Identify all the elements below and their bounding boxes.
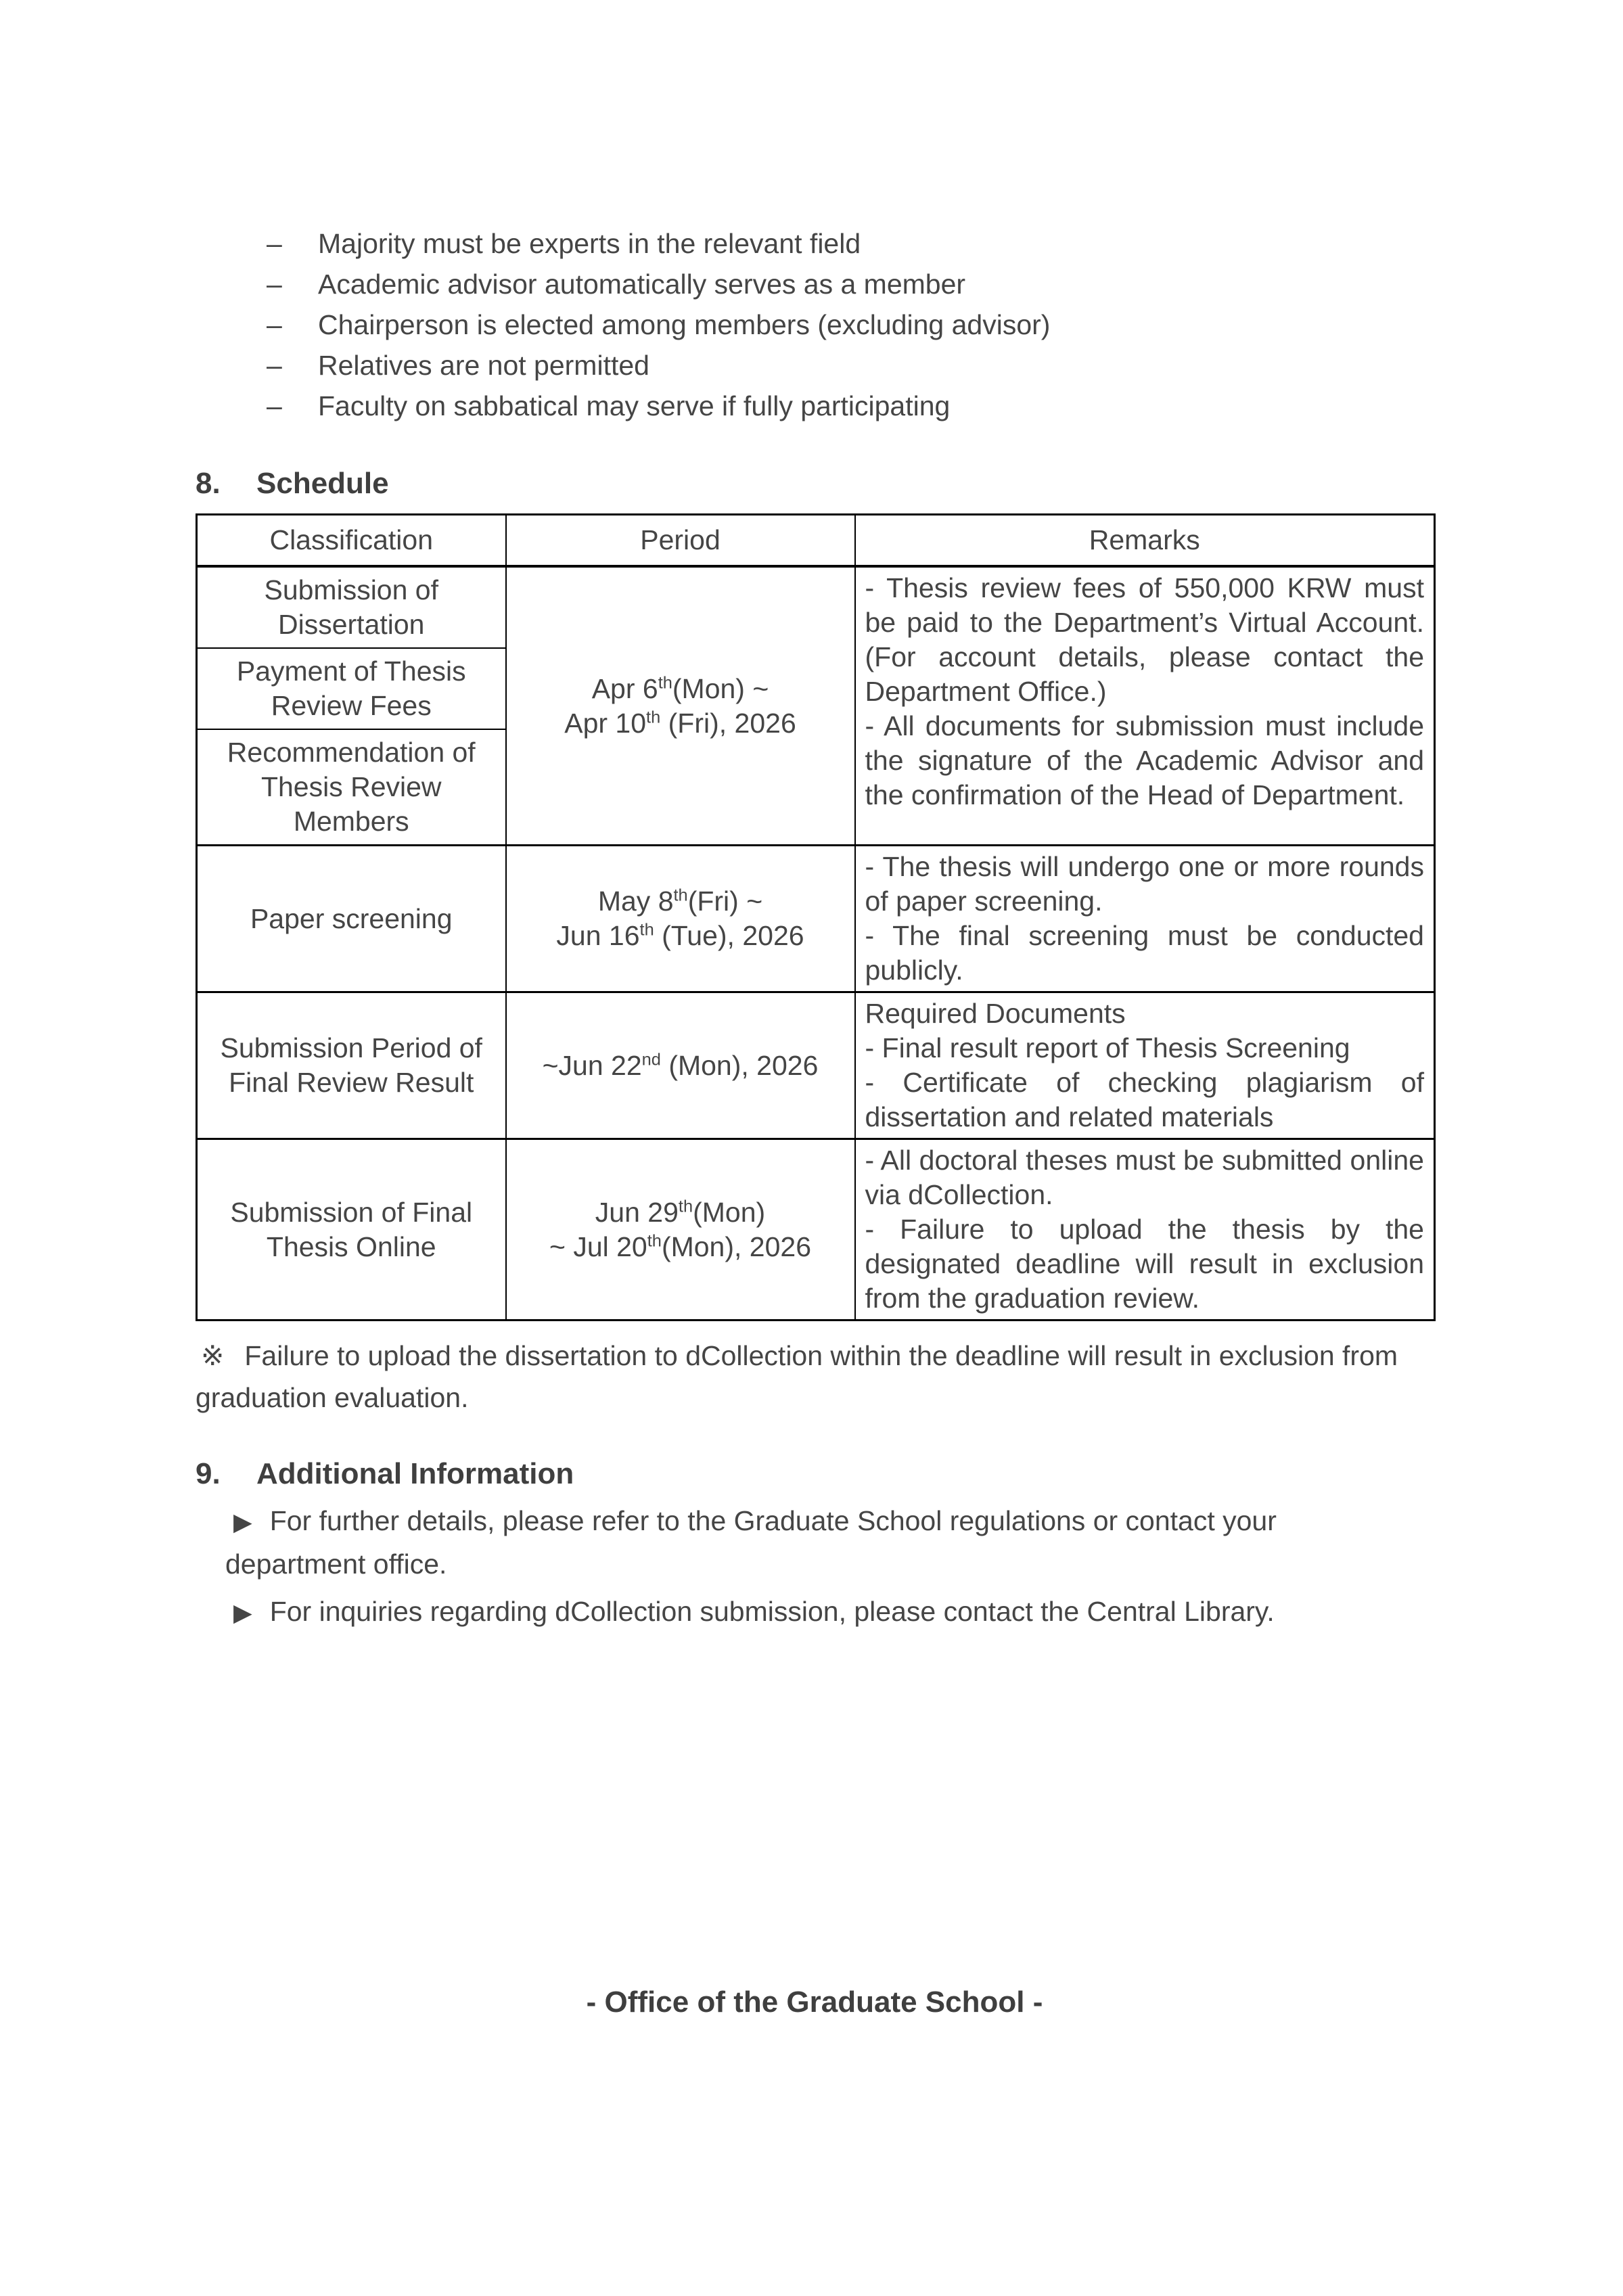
- triangle-bullet-icon: ▶: [233, 1599, 252, 1626]
- info-item-text: For further details, please refer to the Graduate School regulations or contact your department office.: [225, 1505, 1277, 1580]
- table-header-row: [197, 515, 1435, 567]
- list-item: [267, 345, 1434, 386]
- heading-title: Schedule: [256, 467, 389, 500]
- heading-number: 9.: [196, 1457, 221, 1490]
- note-text: Failure to upload the dissertation to dCollection within the deadline will result in exclusion from graduation evaluation.: [196, 1340, 1398, 1413]
- list-item-text: Relatives are not permitted: [318, 350, 649, 381]
- list-item-text: Chairperson is elected among members (excluding advisor): [318, 309, 1051, 340]
- reference-mark-icon: ※: [201, 1340, 225, 1371]
- info-item: [196, 1500, 1308, 1585]
- info-item: [196, 1590, 1308, 1634]
- remark-paragraph: - All documents for submission must include the signature of the Academic Advisor and the confirmation of the Head of Department.: [865, 710, 1424, 810]
- table-row: [197, 846, 1435, 992]
- list-item: [267, 264, 1434, 304]
- dash-bullet-icon: –: [267, 350, 282, 381]
- remark-paragraph: - All doctoral theses must be submitted online via dCollection.: [865, 1145, 1424, 1210]
- remarks-cell: [855, 992, 1435, 1139]
- classification-cell: Submission of Dissertation: [197, 566, 506, 648]
- list-item: [267, 304, 1434, 345]
- document-content: [196, 0, 1434, 2023]
- list-item-text: Academic advisor automatically serves as a member: [318, 269, 966, 300]
- remarks-cell: [855, 1139, 1435, 1321]
- column-header-classification: Classification: [197, 515, 506, 567]
- table-row: [197, 1139, 1435, 1321]
- period-cell: May 8th(Fri) ~ Jun 16th (Tue), 2026: [506, 846, 855, 992]
- classification-cell: Payment of Thesis Review Fees: [197, 648, 506, 729]
- heading-number: 8.: [196, 467, 221, 500]
- classification-cell: Paper screening: [197, 846, 506, 992]
- dash-bullet-icon: –: [267, 269, 282, 300]
- triangle-bullet-icon: ▶: [233, 1508, 252, 1536]
- list-item: [267, 386, 1434, 426]
- remarks-cell: [855, 846, 1435, 992]
- dash-bullet-icon: –: [267, 309, 282, 340]
- additional-information-heading: [196, 1454, 1434, 1494]
- column-header-remarks: Remarks: [855, 515, 1435, 567]
- remark-paragraph: - Certificate of checking plagiarism of dissertation and related materials: [865, 1067, 1424, 1132]
- period-cell: ~Jun 22nd (Mon), 2026: [506, 992, 855, 1139]
- heading-title: Additional Information: [256, 1457, 574, 1490]
- table-row: [197, 566, 1435, 648]
- dcollection-deadline-note: [196, 1335, 1434, 1419]
- info-item-text: For inquiries regarding dCollection submission, please contact the Central Library.: [269, 1596, 1275, 1627]
- remark-paragraph: - Thesis review fees of 550,000 KRW must be paid to the Department’s Virtual Account. (For account details, please contact the Department Office.): [865, 572, 1424, 707]
- classification-cell: Submission Period of Final Review Result: [197, 992, 506, 1139]
- remark-paragraph: - The final screening must be conducted publicly.: [865, 920, 1424, 986]
- classification-cell: Recommendation of Thesis Review Members: [197, 729, 506, 846]
- list-item: [267, 223, 1434, 264]
- dash-bullet-icon: –: [267, 228, 282, 259]
- period-cell: Apr 6th(Mon) ~ Apr 10th (Fri), 2026: [506, 566, 855, 846]
- committee-rules-list: [196, 223, 1434, 426]
- remark-paragraph: Required Documents: [865, 998, 1126, 1029]
- column-header-period: Period: [506, 515, 855, 567]
- schedule-heading: [196, 463, 1434, 504]
- table-row: [197, 992, 1435, 1139]
- dash-bullet-icon: –: [267, 390, 282, 421]
- remarks-cell: [855, 566, 1435, 846]
- remark-paragraph: - The thesis will undergo one or more rounds of paper screening.: [865, 851, 1424, 917]
- footer-signature: - Office of the Graduate School -: [586, 1985, 1043, 2019]
- schedule-table: [196, 513, 1436, 1321]
- period-cell: Jun 29th(Mon) ~ Jul 20th(Mon), 2026: [506, 1139, 855, 1321]
- list-item-text: Majority must be experts in the relevant field: [318, 228, 861, 259]
- remark-paragraph: - Final result report of Thesis Screening: [865, 1032, 1350, 1063]
- classification-cell: Submission of Final Thesis Online: [197, 1139, 506, 1321]
- remark-paragraph: - Failure to upload the thesis by the designated deadline will result in exclusion from the graduation review.: [865, 1214, 1424, 1314]
- list-item-text: Faculty on sabbatical may serve if fully participating: [318, 390, 951, 421]
